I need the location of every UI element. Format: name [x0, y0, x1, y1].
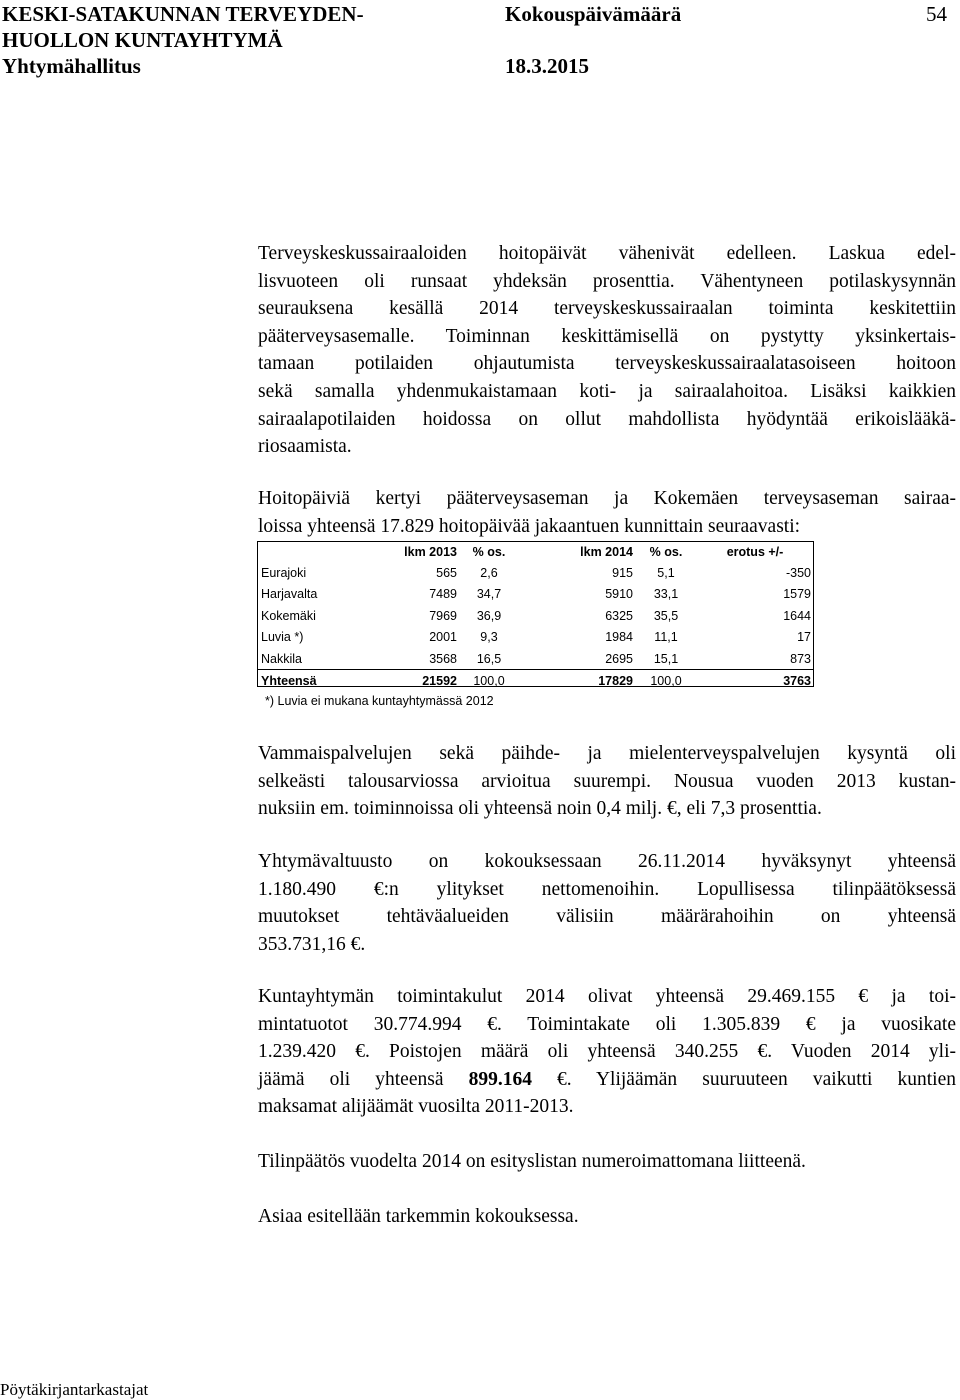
table-header: % os.: [472, 544, 506, 559]
text-line: [258, 1066, 956, 1094]
page-number: 54: [926, 2, 947, 26]
table-row: [258, 605, 814, 626]
cell-value: 36,9: [476, 608, 502, 623]
cell-value: 5910: [605, 587, 633, 602]
cell-value: 1644: [783, 608, 811, 623]
cell-value: 915: [612, 566, 633, 581]
cell-value: 35,5: [653, 608, 679, 623]
text-line: Hoitopäiviä kertyi pääterveysaseman ja Kokemäen terveysaseman sairaa-: [258, 488, 956, 509]
date-label: Kokouspäivämäärä: [505, 2, 682, 26]
cell-municipality: Nakkila: [261, 651, 302, 666]
paragraph-financials: [258, 983, 956, 1121]
table-header: lkm 2013: [404, 544, 457, 559]
table-header: erotus +/-: [726, 544, 784, 559]
text-line: Yhtymävaltuusto on kokouksessaan 26.11.2014 hyväksynyt yhteensä: [258, 851, 956, 872]
text-line: tamaan potilaiden ohjautumista terveyskeskussairaalatasoiseen hoitoon: [258, 353, 956, 375]
table-header-row: [258, 541, 814, 562]
text-line: seurauksena kesällä 2014 terveyskeskussairaalan toiminta keskitettiin: [258, 298, 956, 320]
cell-value: 16,5: [476, 651, 502, 666]
cell-value: 7489: [429, 587, 457, 602]
cell-value: 2,6: [480, 566, 498, 581]
municipality-table: [258, 541, 814, 692]
cell-value: 15,1: [653, 651, 679, 666]
footer-minutes-checkers: Pöytäkirjantarkastajat: [0, 1380, 149, 1399]
text-line: Asiaa esitellään tarkemmin kokouksessa.: [258, 1206, 579, 1227]
text-line: Tilinpäätös vuodelta 2014 on esityslistan numeroimattomana liitteenä.: [258, 1151, 806, 1172]
cell-total: 17829: [518, 670, 636, 692]
org-name-line1: KESKI-SATAKUNNAN TERVEYDEN-: [2, 2, 364, 26]
table-row: [258, 584, 814, 605]
paragraph-care-days: [258, 485, 956, 540]
table-header: lkm 2014: [580, 544, 633, 559]
cell-total: 100,0: [636, 670, 696, 692]
cell-value: 2001: [429, 630, 457, 645]
text-fragment: jäämä oli yhteensä: [258, 1068, 469, 1090]
cell-value: 6325: [605, 608, 633, 623]
cell-value: 33,1: [653, 587, 679, 602]
cell-value: 9,3: [480, 630, 498, 645]
text-line: nuksiin em. toiminnoissa oli yhteensä noin 0,4 milj. €, eli 7,3 prosenttia.: [258, 798, 822, 820]
cell-value: 3568: [429, 651, 457, 666]
text-line: mintatuotot 30.774.994 €. Toimintakate oli 1.305.839 € ja vuosikate: [258, 1013, 956, 1035]
cell-municipality: Kokemäki: [261, 608, 316, 623]
table-row: [258, 648, 814, 670]
text-line: sairaalapotilaiden hoidossa on ollut mahdollista hyödyntää erikoislääkä-: [258, 408, 956, 430]
text-line: 1.239.420 €. Poistojen määrä oli yhteensä 340.255 €. Vuoden 2014 yli-: [258, 1041, 956, 1063]
paragraph-disability-services: [258, 740, 956, 823]
table-footnote: *) Luvia ei mukana kuntayhtymässä 2012: [265, 694, 494, 708]
text-line: Vammaispalvelujen sekä päihde- ja mielenterveyspalvelujen kysyntä oli: [258, 743, 956, 764]
text-line: loissa yhteensä 17.829 hoitopäivää jakaantuen kunnittain seuraavasti:: [258, 515, 801, 537]
text-line: pääterveysasemalle. Toiminnan keskittämisellä on pystytty yksinkertais-: [258, 325, 956, 347]
cell-total: 21592: [360, 670, 460, 692]
meeting-date: 18.3.2015: [505, 54, 589, 78]
cell-municipality: Eurajoki: [261, 566, 307, 581]
cell-value: 34,7: [476, 587, 502, 602]
body-name: Yhtymähallitus: [2, 54, 141, 78]
table-header: % os.: [649, 544, 683, 559]
table-row: [258, 627, 814, 648]
text-line: riosaamista.: [258, 436, 352, 458]
cell-total-label: Yhteensä: [258, 670, 360, 692]
text-line: maksamat alijäämät vuosilta 2011-2013.: [258, 1096, 574, 1118]
cell-value: 565: [436, 566, 457, 581]
paragraph-attachment: [258, 1148, 956, 1176]
text-line: Terveyskeskussairaaloiden hoitopäivät vähenivät edelleen. Laskua edel-: [258, 243, 956, 264]
paragraph-closing: [258, 1203, 956, 1231]
text-line: 1.180.490 €:n ylitykset nettomenoihin. Lopullisessa tilinpäätöksessä: [258, 878, 956, 900]
cell-value: 7969: [429, 608, 457, 623]
text-line: lisvuoteen oli runsaat yhdeksän prosenttia. Vähentyneen potilaskysynnän: [258, 270, 956, 292]
cell-value: 1984: [605, 630, 633, 645]
cell-value: -350: [785, 566, 811, 581]
cell-value: 17: [797, 630, 811, 645]
cell-value: 5,1: [657, 566, 675, 581]
table-row: [258, 562, 814, 583]
cell-value: 11,1: [654, 630, 678, 645]
table-header: [258, 541, 360, 562]
cell-value: 2695: [605, 651, 633, 666]
text-line: Kuntayhtymän toimintakulut 2014 olivat yhteensä 29.469.155 € ja toi-: [258, 986, 956, 1007]
text-line: sekä samalla yhdenmukaistamaan koti- ja sairaalahoitoa. Lisäksi kaikkien: [258, 380, 956, 402]
cell-total: 100,0: [460, 670, 518, 692]
text-fragment: €. Ylijäämän suuruuteen vaikutti kuntien: [531, 1068, 957, 1090]
surplus-amount: 899.164: [468, 1068, 532, 1090]
org-name-line2: HUOLLON KUNTAYHTYMÄ: [2, 28, 283, 52]
text-line: muutokset tehtäväalueiden välisiin määrärahoihin on yhteensä: [258, 906, 956, 928]
cell-value: 1579: [783, 587, 811, 602]
paragraph-hospital-days: [258, 240, 956, 461]
cell-total: 3763: [696, 670, 814, 692]
cell-value: 873: [790, 651, 811, 666]
text-line: 353.731,16 €.: [258, 933, 366, 955]
cell-municipality: Harjavalta: [261, 587, 318, 602]
text-line: selkeästi talousarviossa arvioitua suurempi. Nousua vuoden 2013 kustan-: [258, 770, 956, 792]
table-total-row: [258, 670, 814, 692]
paragraph-council-approval: [258, 848, 956, 958]
cell-municipality: Luvia *): [261, 630, 304, 645]
